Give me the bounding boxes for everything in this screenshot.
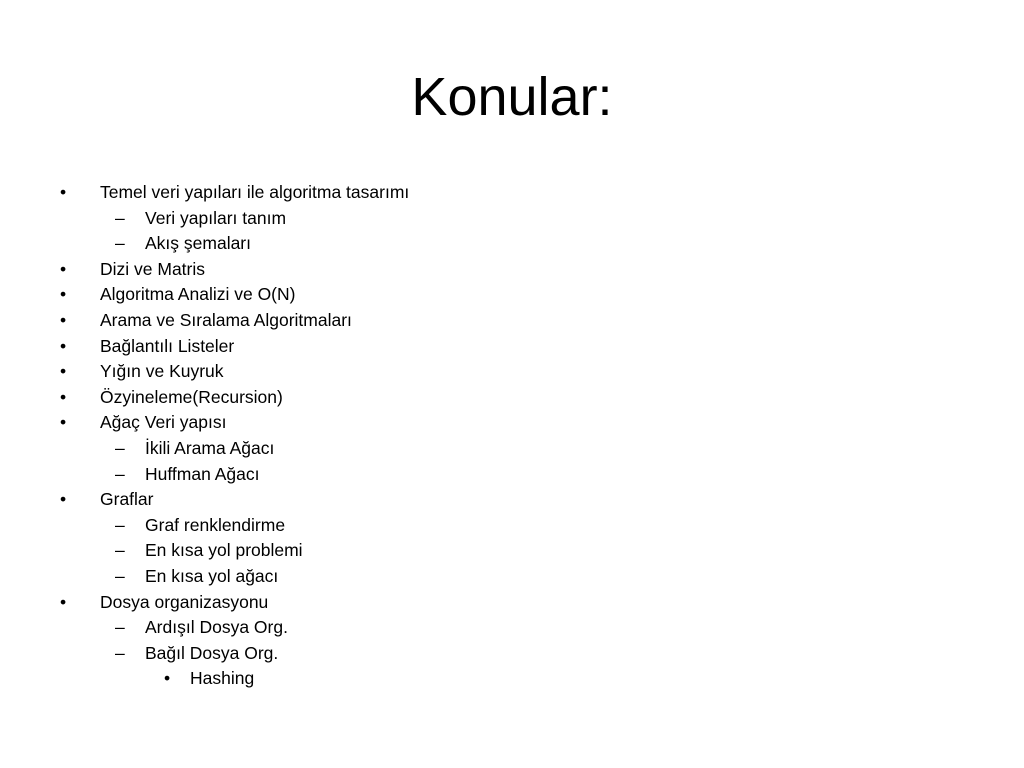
bullet-marker: • <box>164 668 171 689</box>
bullet-marker: • <box>60 386 67 407</box>
dash-marker: – <box>115 642 125 663</box>
bullet-marker: • <box>60 182 67 202</box>
list-item-text: Dosya organizasyonu <box>100 591 269 612</box>
list-item <box>0 487 1024 513</box>
list-item <box>0 385 1024 411</box>
bullet-marker: • <box>60 412 67 433</box>
list-item-text: Bağlantılı Listeler <box>100 335 235 356</box>
list-item-text: Yığın ve Kuyruk <box>100 361 224 382</box>
list-item-text: Graf renklendirme <box>145 514 286 535</box>
list-item-text: Veri yapıları tanım <box>145 207 287 228</box>
list-item-text: En kısa yol problemi <box>145 540 303 561</box>
slide-title: Konular: <box>411 67 613 127</box>
list-item <box>0 308 1024 334</box>
list-item-text: En kısa yol ağacı <box>145 565 279 586</box>
list-item-text: Arama ve Sıralama Algoritmaları <box>100 309 352 330</box>
list-item <box>0 462 1024 488</box>
list-item <box>0 282 1024 308</box>
list-item <box>0 615 1024 641</box>
list-item <box>0 666 1024 692</box>
list-item-text: Temel veri yapıları ile algoritma tasarımı <box>100 182 410 202</box>
bullet-marker: • <box>60 591 67 612</box>
topic-list <box>0 180 1024 692</box>
list-item <box>0 590 1024 616</box>
list-item <box>0 334 1024 360</box>
bullet-marker: • <box>60 335 67 356</box>
list-item-text: Bağıl Dosya Org. <box>145 642 279 663</box>
bullet-marker: • <box>60 284 67 305</box>
list-item-text: Hashing <box>190 668 255 689</box>
dash-marker: – <box>115 565 125 586</box>
dash-marker: – <box>115 463 125 484</box>
list-item-text: İkili Arama Ağacı <box>145 437 275 458</box>
dash-marker: – <box>115 207 125 228</box>
bullet-marker: • <box>60 489 67 510</box>
list-item-text: Ağaç Veri yapısı <box>100 412 227 433</box>
list-item <box>0 564 1024 590</box>
list-item <box>0 257 1024 283</box>
list-item <box>0 641 1024 667</box>
list-item-text: Huffman Ağacı <box>145 463 260 484</box>
list-item <box>0 180 1024 206</box>
list-item-text: Akış şemaları <box>145 233 251 254</box>
list-item <box>0 231 1024 257</box>
list-item <box>0 206 1024 232</box>
list-item <box>0 359 1024 385</box>
dash-marker: – <box>115 540 125 561</box>
list-item-text: Özyineleme(Recursion) <box>100 386 283 407</box>
list-item <box>0 513 1024 539</box>
bullet-marker: • <box>60 361 67 382</box>
list-item-text: Ardışıl Dosya Org. <box>145 617 288 638</box>
bullet-marker: • <box>60 258 67 279</box>
dash-marker: – <box>115 233 125 254</box>
list-item <box>0 436 1024 462</box>
bullet-marker: • <box>60 309 67 330</box>
dash-marker: – <box>115 514 125 535</box>
list-item-text: Dizi ve Matris <box>100 258 206 279</box>
dash-marker: – <box>115 617 125 638</box>
list-item-text: Graflar <box>100 489 154 510</box>
list-item <box>0 410 1024 436</box>
list-item-text: Algoritma Analizi ve O(N) <box>100 284 296 305</box>
dash-marker: – <box>115 437 125 458</box>
list-item <box>0 538 1024 564</box>
